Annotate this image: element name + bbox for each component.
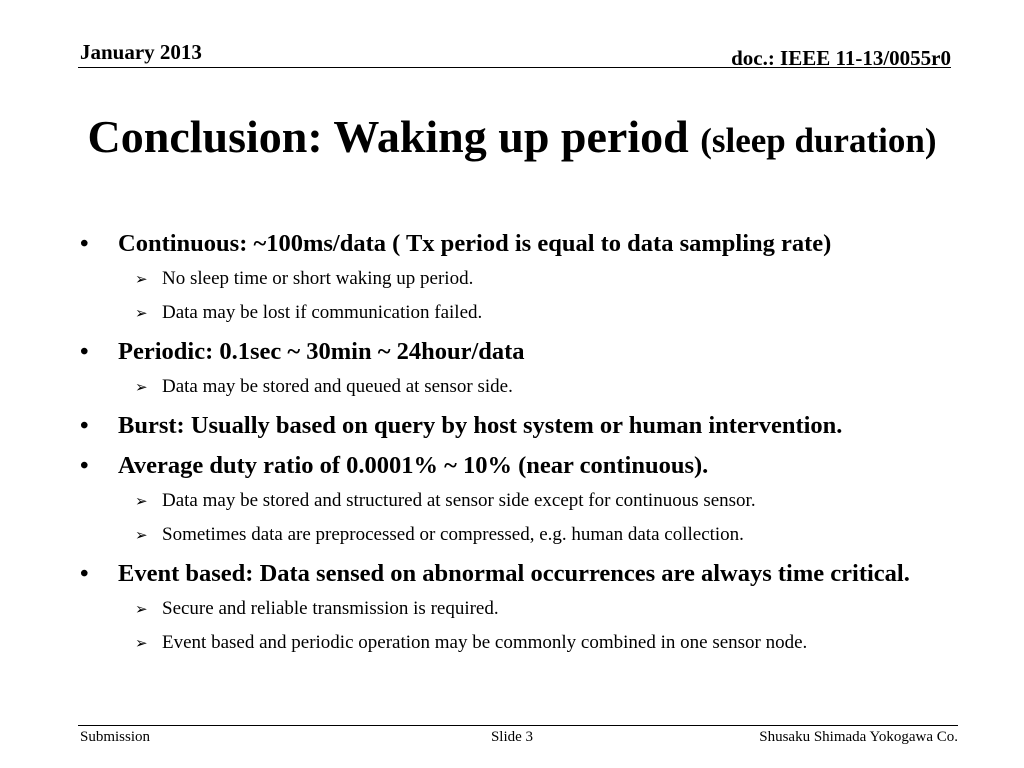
sub-item-text: Secure and reliable transmission is required. bbox=[162, 598, 499, 619]
slide-title bbox=[0, 110, 1024, 163]
slide-header-date: January 2013 bbox=[80, 40, 202, 64]
bullet-item bbox=[78, 226, 958, 262]
sub-item bbox=[78, 370, 958, 404]
sub-item bbox=[78, 296, 958, 330]
sub-item-text: Data may be stored and queued at sensor side. bbox=[162, 376, 513, 397]
arrow-bullet-icon: ➢ bbox=[135, 492, 148, 510]
arrow-bullet-icon: ➢ bbox=[135, 270, 148, 288]
sub-item-text: Data may be lost if communication failed. bbox=[162, 302, 483, 323]
bullet-marker: • bbox=[80, 338, 89, 365]
sub-item bbox=[78, 592, 958, 626]
bullet-text: Event based: Data sensed on abnormal occurrences are always time critical. bbox=[118, 560, 910, 587]
bullet-marker: • bbox=[80, 452, 89, 479]
bullet-text: Continuous: ~100ms/data ( Tx period is equal to data sampling rate) bbox=[118, 230, 832, 257]
sub-item-text: No sleep time or short waking up period. bbox=[162, 268, 474, 289]
sub-item-text: Sometimes data are preprocessed or compressed, e.g. human data collection. bbox=[162, 524, 744, 545]
arrow-bullet-icon: ➢ bbox=[135, 600, 148, 618]
sub-item bbox=[78, 518, 958, 552]
footer-divider bbox=[78, 725, 958, 726]
sub-item bbox=[78, 484, 958, 518]
slide-title-main: Conclusion: Waking up period bbox=[87, 111, 689, 162]
bullet-item bbox=[78, 408, 958, 444]
footer-submission: Submission bbox=[80, 729, 151, 745]
sub-item bbox=[78, 626, 958, 660]
bullet-item bbox=[78, 448, 958, 484]
sub-item-text: Data may be stored and structured at sensor side except for continuous sensor. bbox=[162, 490, 756, 511]
arrow-bullet-icon: ➢ bbox=[135, 378, 148, 396]
footer-author: Shusaku Shimada Yokogawa Co. bbox=[759, 729, 958, 745]
arrow-bullet-icon: ➢ bbox=[135, 634, 148, 652]
sub-item-text: Event based and periodic operation may be commonly combined in one sensor node. bbox=[162, 632, 808, 653]
bullet-marker: • bbox=[80, 230, 89, 257]
sub-item bbox=[78, 262, 958, 296]
slide-title-sub: (sleep duration) bbox=[700, 121, 937, 160]
arrow-bullet-icon: ➢ bbox=[135, 304, 148, 322]
bullet-text: Average duty ratio of 0.0001% ~ 10% (near continuous). bbox=[118, 452, 709, 479]
bullet-marker: • bbox=[80, 560, 89, 587]
footer-slide-number: Slide 3 bbox=[490, 729, 534, 745]
arrow-bullet-icon: ➢ bbox=[135, 526, 148, 544]
bullet-text: Burst: Usually based on query by host system or human intervention. bbox=[118, 412, 843, 439]
bullet-item bbox=[78, 334, 958, 370]
bullet-marker: • bbox=[80, 412, 89, 439]
bullet-item bbox=[78, 556, 958, 592]
header-divider bbox=[78, 67, 951, 68]
slide-content bbox=[78, 226, 958, 660]
bullet-text: Periodic: 0.1sec ~ 30min ~ 24hour/data bbox=[118, 338, 525, 365]
slide-header-doc-id: doc.: IEEE 11-13/0055r0 bbox=[731, 46, 951, 70]
